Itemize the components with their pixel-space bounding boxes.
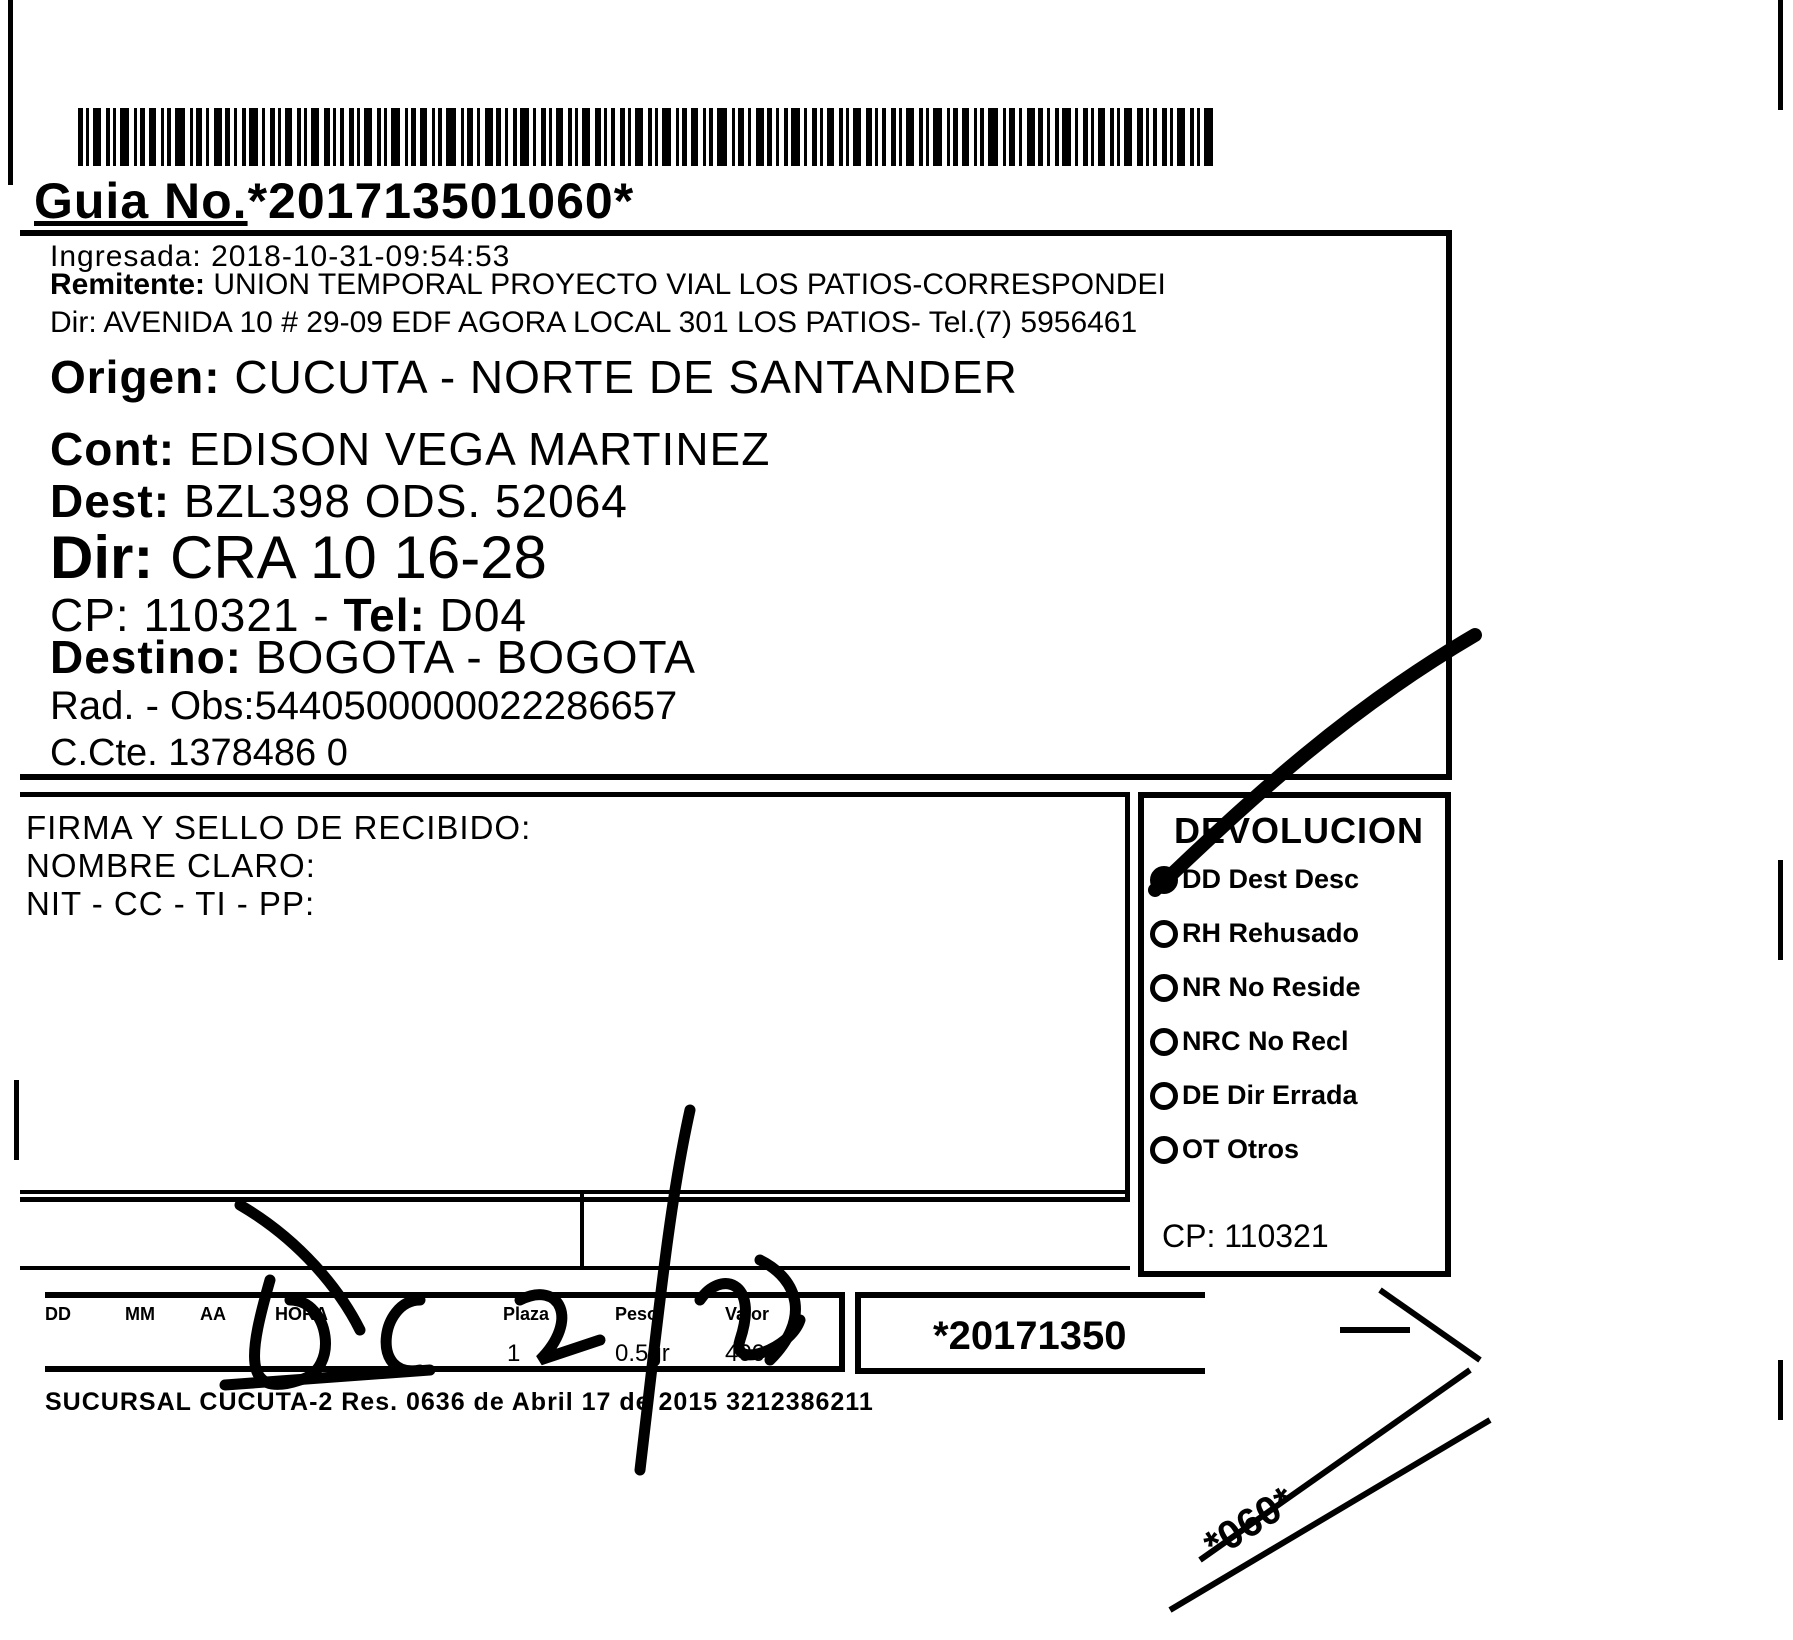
barcode-bar	[717, 108, 727, 166]
barcode-bar	[1146, 108, 1149, 166]
barcode-bar	[349, 108, 354, 166]
rad-obs-line: Rad. - Obs:5440500000022286657	[50, 684, 678, 728]
barcode-bar	[575, 108, 578, 166]
barcode-bar	[748, 108, 751, 166]
barcode-bar	[974, 108, 977, 166]
option-label: NR No Reside	[1182, 972, 1361, 1002]
barcode-bar	[812, 108, 817, 166]
ccte-line: C.Cte. 1378486 0	[50, 732, 348, 774]
devolucion-title: DEVOLUCION	[1174, 810, 1425, 851]
cont-line	[50, 423, 771, 475]
option-de[interactable]	[1150, 1080, 1358, 1111]
barcode-bar	[709, 108, 713, 166]
barcode-bar	[357, 108, 360, 166]
barcode-bar	[411, 108, 416, 166]
option-label: DD Dest Desc	[1182, 864, 1360, 894]
barcode-bar	[1197, 108, 1200, 166]
barcode-bar	[756, 108, 764, 166]
signature-box	[20, 792, 1130, 1202]
stamp-fragment	[1170, 1290, 1490, 1610]
origen-label: Origen:	[50, 351, 221, 403]
signature-date-row	[20, 1190, 1130, 1270]
barcode-bar	[420, 108, 427, 166]
radio-icon	[1150, 920, 1178, 948]
barcode-bar	[875, 108, 878, 166]
guia-small: *20171350	[933, 1314, 1127, 1358]
barcode-bar	[1098, 108, 1105, 166]
barcode-bar	[1170, 108, 1173, 166]
barcode-bar	[496, 108, 501, 166]
barcode-bar	[791, 108, 800, 166]
barcode-bar	[364, 108, 372, 166]
signature-date-divider	[580, 1194, 584, 1266]
devolucion-cp: CP: 110321	[1162, 1218, 1329, 1254]
dir-label: Dir:	[50, 524, 154, 591]
hdr-plaza: Plaza	[503, 1304, 550, 1324]
barcode-bar	[962, 108, 969, 166]
dest-label: Dest:	[50, 475, 171, 527]
barcode-bar	[206, 108, 209, 166]
barcode-bar	[691, 108, 698, 166]
barcode-bar	[270, 108, 275, 166]
nit-label: NIT - CC - TI - PP:	[26, 885, 316, 922]
barcode-bar	[324, 108, 330, 166]
destino-line	[50, 631, 696, 683]
scan-edge-right	[1778, 0, 1783, 110]
tel-label: Tel:	[343, 589, 426, 641]
hdr-aa: AA	[200, 1304, 226, 1324]
barcode-bar	[405, 108, 408, 166]
barcode-bar	[391, 108, 400, 166]
hdr-mm: MM	[125, 1304, 155, 1324]
barcode-bar	[648, 108, 652, 166]
barcode-bar	[1083, 108, 1088, 166]
barcode-bar	[738, 108, 744, 166]
address-box	[20, 230, 1452, 780]
guia-small-box	[855, 1292, 1205, 1374]
barcode-bar	[732, 108, 735, 166]
scan-edge-right-3	[1778, 1360, 1783, 1420]
barcode-bar	[1110, 108, 1114, 166]
option-label: DE Dir Errada	[1182, 1080, 1358, 1110]
barcode-bar	[1153, 108, 1157, 166]
origen-line	[50, 351, 1018, 403]
barcode-bar	[1177, 108, 1185, 166]
barcode-bar	[919, 108, 923, 166]
barcode-bar	[161, 108, 164, 166]
barcode-bar	[556, 108, 563, 166]
barcode-bar	[438, 108, 442, 166]
barcode-bar	[533, 108, 536, 166]
barcode-bar	[1091, 108, 1094, 166]
barcode-bar	[1038, 108, 1043, 166]
hdr-dd: DD	[45, 1304, 71, 1324]
tel-value: D04	[439, 589, 527, 641]
barcode-bar	[1204, 108, 1213, 166]
barcode-bar	[242, 108, 246, 166]
barcode-bar	[140, 108, 145, 166]
barcode-bar	[196, 108, 202, 166]
barcode-bar	[384, 108, 387, 166]
destino-label: Destino:	[50, 631, 242, 683]
dest-line	[50, 475, 628, 527]
barcode-bar	[628, 108, 631, 166]
barcode-bar	[804, 108, 807, 166]
option-label: NRC No Recl	[1182, 1026, 1349, 1056]
remitente-label: Remitente:	[50, 268, 206, 301]
barcode-bar	[1009, 108, 1015, 166]
barcode-bar	[1162, 108, 1167, 166]
barcode-bar	[1019, 108, 1022, 166]
barcode-bar	[485, 108, 493, 166]
barcode-bar	[234, 108, 237, 166]
devolucion-box	[1138, 792, 1451, 1277]
barcode-bar	[611, 108, 615, 166]
option-ot[interactable]	[1150, 1134, 1299, 1165]
origen-value: CUCUTA - NORTE DE SANTANDER	[234, 351, 1018, 403]
barcode-bar	[1075, 108, 1078, 166]
barcode-bar	[604, 108, 607, 166]
option-label: RH Rehusado	[1182, 918, 1360, 948]
barcode-bar	[297, 108, 301, 166]
barcode-bar	[620, 108, 625, 166]
barcode-bar	[134, 108, 137, 166]
barcode-bar	[988, 108, 998, 166]
radio-icon	[1150, 974, 1178, 1002]
barcode-bar	[467, 108, 473, 166]
barcode-bar	[225, 108, 230, 166]
barcode-bar	[477, 108, 480, 166]
barcode-bar	[513, 108, 517, 166]
barcode-bar	[568, 108, 572, 166]
barcode-bar	[853, 108, 861, 166]
hdr-peso: Peso	[615, 1304, 659, 1324]
scan-edge-right-2	[1778, 860, 1783, 960]
barcode-bar	[839, 108, 843, 166]
barcode-bar	[432, 108, 435, 166]
cp-value: CP: 110321 -	[50, 589, 330, 641]
dir-value: CRA 10 16-28	[170, 524, 547, 591]
barcode-bar	[933, 108, 942, 166]
barcode-bar	[190, 108, 193, 166]
footer-data-box	[45, 1292, 845, 1372]
barcode-bar	[214, 108, 222, 166]
option-rh[interactable]	[1150, 918, 1359, 949]
barcode-bar	[113, 108, 116, 166]
sender-address: Dir: AVENIDA 10 # 29-09 EDF AGORA LOCAL 301 LOS PATIOS- Tel.(7) 5956461	[50, 306, 1138, 339]
peso-value: 0.5gr	[615, 1340, 670, 1367]
barcode-bar	[106, 108, 110, 166]
barcode-bar	[249, 108, 258, 166]
barcode-bar	[377, 108, 381, 166]
barcode-bar	[655, 108, 658, 166]
barcode-bar	[1124, 108, 1132, 166]
barcode-bar	[1137, 108, 1143, 166]
remitente-value: UNION TEMPORAL PROYECTO VIAL LOS PATIOS-CORRESPONDEI	[213, 268, 1166, 301]
radio-selected-icon	[1150, 866, 1178, 894]
dest-value: BZL398 ODS. 52064	[183, 475, 628, 527]
guia-number	[34, 172, 634, 230]
barcode-bar	[86, 108, 89, 166]
barcode-bar	[595, 108, 601, 166]
barcode-bar	[304, 108, 307, 166]
radio-icon	[1150, 1082, 1178, 1110]
barcode	[78, 108, 1228, 166]
stamp-text: *060*	[1196, 1478, 1303, 1568]
option-nrc[interactable]	[1150, 1026, 1349, 1057]
barcode-bar	[703, 108, 706, 166]
hdr-valor: Valor	[725, 1304, 770, 1324]
remitente-line	[50, 270, 1166, 300]
nombre-label: NOMBRE CLARO:	[26, 847, 316, 884]
guia-label: Guia No.	[34, 173, 248, 229]
hdr-hora: HORA	[275, 1304, 328, 1324]
scan-edge-left	[8, 0, 13, 185]
barcode-bar	[1117, 108, 1120, 166]
radio-icon	[1150, 1028, 1178, 1056]
barcode-bar	[953, 108, 958, 166]
barcode-bar	[947, 108, 950, 166]
cont-label: Cont:	[50, 423, 176, 475]
barcode-bar	[333, 108, 336, 166]
barcode-bar	[167, 108, 171, 166]
valor-value: 4000	[725, 1340, 779, 1367]
barcode-bar	[820, 108, 823, 166]
firma-label: FIRMA Y SELLO DE RECIBIDO:	[26, 809, 532, 846]
barcode-bar	[175, 108, 185, 166]
barcode-bar	[149, 108, 156, 166]
barcode-bar	[582, 108, 590, 166]
barcode-bar	[846, 108, 849, 166]
barcode-bar	[866, 108, 872, 166]
barcode-bar	[882, 108, 886, 166]
plaza-value: 1	[507, 1340, 521, 1367]
barcode-bar	[278, 108, 281, 166]
barcode-bar	[926, 108, 929, 166]
barcode-bar	[1055, 108, 1059, 166]
option-nr[interactable]	[1150, 972, 1361, 1003]
barcode-bar	[520, 108, 529, 166]
barcode-bar	[776, 108, 779, 166]
barcode-bar	[827, 108, 834, 166]
cont-value: EDISON VEGA MARTINEZ	[188, 423, 771, 475]
barcode-bar	[980, 108, 984, 166]
barcode-bar	[505, 108, 508, 166]
barcode-bar	[262, 108, 265, 166]
barcode-bar	[340, 108, 344, 166]
barcode-bar	[1190, 108, 1194, 166]
barcode-bar	[767, 108, 772, 166]
option-label: OT Otros	[1182, 1134, 1300, 1164]
barcode-bar	[1003, 108, 1006, 166]
option-dd[interactable]	[1150, 864, 1359, 895]
barcode-bar	[676, 108, 679, 166]
barcode-bar	[93, 108, 101, 166]
barcode-bar	[891, 108, 896, 166]
barcode-bar	[1047, 108, 1050, 166]
barcode-bar	[1062, 108, 1071, 166]
barcode-bar	[662, 108, 671, 166]
barcode-bar	[461, 108, 464, 166]
guia-value: *201713501060*	[247, 173, 635, 229]
barcode-bar	[311, 108, 319, 166]
barcode-bar	[78, 108, 83, 166]
radio-icon	[1150, 1136, 1178, 1164]
ingresada-line: Ingresada: 2018-10-31-09:54:53	[50, 240, 511, 273]
dir-line	[50, 524, 547, 591]
barcode-bar	[541, 108, 546, 166]
scan-edge-left-2	[14, 1080, 19, 1160]
barcode-bar	[635, 108, 643, 166]
barcode-bar	[285, 108, 292, 166]
barcode-bar	[899, 108, 902, 166]
barcode-bar	[682, 108, 687, 166]
destino-value: BOGOTA - BOGOTA	[255, 631, 696, 683]
sucursal-line: SUCURSAL CUCUTA-2 Res. 0636 de Abril 17 de 2015 3212386211	[45, 1388, 874, 1416]
barcode-bar	[120, 108, 129, 166]
barcode-bar	[906, 108, 914, 166]
barcode-bar	[446, 108, 456, 166]
barcode-bar	[784, 108, 788, 166]
barcode-bar	[549, 108, 552, 166]
barcode-bar	[1027, 108, 1035, 166]
